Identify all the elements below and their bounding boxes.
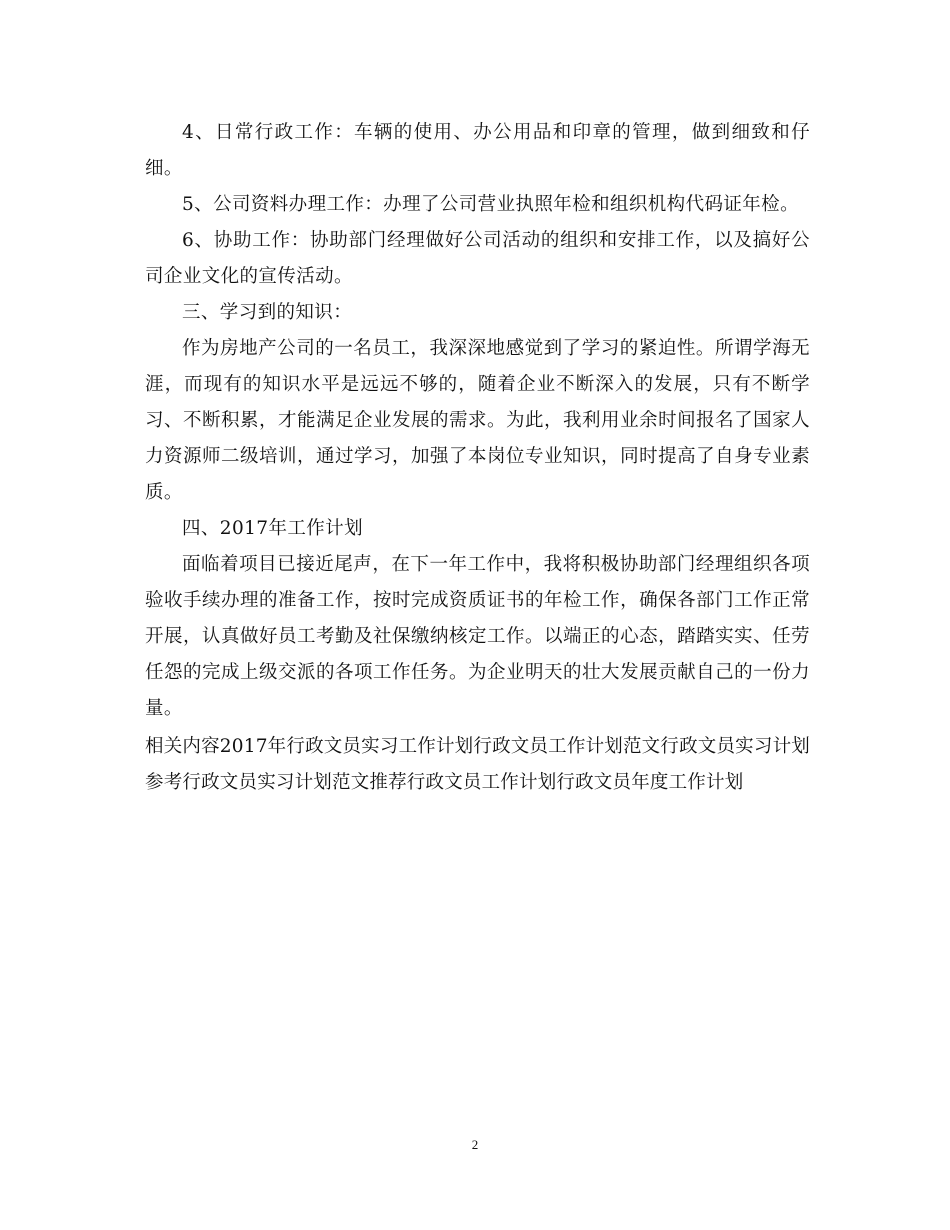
- paragraph-daily-admin-work: 4、日常行政工作：车辆的使用、办公用品和印章的管理，做到细致和仔细。: [145, 122, 810, 179]
- page-number: 2: [471, 1137, 479, 1152]
- paragraph-assist-work: 6、协助工作：协助部门经理做好公司活动的组织和安排工作，以及搞好公司企业文化的宣传活动。: [145, 230, 810, 287]
- related-content-block: [145, 729, 810, 801]
- paragraph-company-documents: 5、公司资料办理工作：办理了公司营业执照年检和组织机构代码证年检。: [182, 194, 799, 215]
- paragraph-learning: 作为房地产公司的一名员工，我深深地感觉到了学习的紧迫性。所谓学海无涯，而现有的知识水平是远远不够的，随着企业不断深入的发展，只有不断学习、不断积累，才能满足企业发展的需求。为此，我利用业余时间报名了国家人力资源师二级培训，通过学习，加强了本岗位专业知识，同时提高了自身专业素质。: [145, 338, 810, 503]
- document-body: [145, 115, 810, 727]
- related-content-text: 相关内容2017年行政文员实习工作计划行政文员工作计划范文行政文员实习计划参考行政文员实习计划范文推荐行政文员工作计划行政文员年度工作计划: [145, 736, 810, 793]
- section-heading-work-plan: 四、2017年工作计划: [182, 518, 363, 539]
- paragraph-work-plan: 面临着项目已接近尾声，在下一年工作中，我将积极协助部门经理组织各项验收手续办理的准备工作，按时完成资质证书的年检工作，确保各部门工作正常开展，认真做好员工考勤及社保缴纳核定工作。以端正的心态，踏踏实实、任劳任怨的完成上级交派的各项工作任务。为企业明天的壮大发展贡献自己的一份力量。: [145, 554, 810, 719]
- section-heading-knowledge-learned: 三、学习到的知识：: [182, 302, 353, 323]
